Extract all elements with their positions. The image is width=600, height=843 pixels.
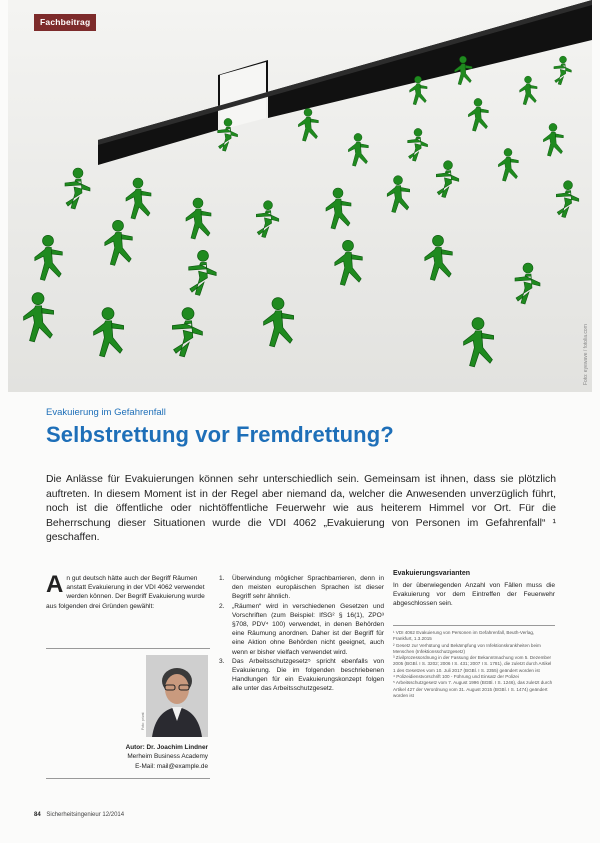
page-footer (34, 812, 124, 818)
hero-image (8, 0, 592, 392)
column-1-text: n gut deutsch hätte auch der Begriff Räumen anstatt Evakuierung in der VDI 4062 verwendet werden können. Der Begriff Evakuierung wurde aus folgenden drei Gründen gewählt: (46, 575, 205, 610)
author-email[interactable]: E-Mail: mail@example.de (135, 762, 208, 770)
evacuation-illustration (8, 0, 592, 392)
author-box (46, 743, 208, 771)
article-kicker: Evakuierung im Gefahrenfall (46, 407, 166, 418)
footnote: ⁴ Polizeidienstvorschrift 100 - Führung und Einsatz der Polizei (393, 674, 519, 680)
footnotes (393, 630, 555, 699)
column-1 (46, 571, 210, 611)
footnote: ⁵ Arbeitsschutzgesetz vom 7. August 1996 (BGBl. I S. 1246), das zuletzt durch Artikel 427 der Verordnung vom 31. August 2015 (BGBl. I S. 1474) geändert worden ist (393, 680, 553, 698)
author-org: Merheim Business Academy (127, 753, 208, 761)
author-box-top-rule (46, 648, 210, 649)
section-subhead: Evakuierungsvarianten (393, 570, 471, 577)
list-item: 2. „Räumen“ wird in verschiedenen Gesetzen und Vorschriften (zum Beispiel: IfSG² § 16(1), ZPO³ §708, PDV⁴ 100) verwendet, in denen Behörden eine Räumung anordnen. Daher ist der Begriff für eine Aktion ohne Behörden nicht geeignet, auch wenn er bisher vielfach verwendet wird. (219, 602, 384, 656)
page-number: 84 (34, 812, 41, 818)
section-tag: Fachbeitrag (34, 14, 96, 31)
column-3 (393, 570, 555, 609)
image-credit: Foto: eyewave / fotolia.com (583, 324, 589, 385)
article-lead (46, 473, 556, 546)
list-item: 1. Überwindung möglicher Sprachbarrieren, denn in den meisten europäischen Sprachen ist dieser Begriff sehr ähnlich. (219, 575, 384, 601)
publication-name: Sicherheitsingenieur 12/2014 (46, 812, 125, 818)
footnote-rule (393, 625, 555, 626)
footnote: ² Gesetz zur Verhütung und Bekämpfung von Infektionskrankheiten beim Menschen (Infektionsschutzgesetz) (393, 642, 541, 654)
column-3-text: In der überwiegenden Anzahl von Fällen muss die Evakuierung vor dem Eintreffen der Feuerwehr abgeschlossen sein. (393, 582, 555, 608)
footnote: ³ Zivilprozessordnung in der Fassung der Bekanntmachung vom 5. Dezember 2005 (BGBl. I S. 3202; 2006 I S. 431; 2007 I S. 1781), die zuletzt durch Artikel 1 des Gesetzes vom 10. Juli 2017 (BGBl. I S. 2355) geändert worden ist (393, 655, 552, 673)
author-photo (146, 655, 208, 737)
reasons-list (219, 574, 384, 694)
article-headline: Selbstrettung vor Fremdrettung? (46, 422, 394, 447)
lead-paragraph: Die Anlässe für Evakuierungen können sehr unterschiedlich sein. Gemeinsam ist ihnen, dass sie plötzlich auftreten. In diesem Moment ist in der Regel aber niemand da, welcher die Anwesenden unverzüglich führt, noch ist die öffentliche oder nichtöffentliche Feuerwehr wie aus heiterem Himmel vor Ort. Für die Beherrschung dieser Situationen wurde die VDI 4062 „Evakuierung von Personen im Gefahrenfall“ ¹ geschaffen. (46, 474, 556, 544)
drop-cap: A (46, 571, 64, 598)
author-box-bottom-rule (46, 778, 210, 779)
footnote: ¹ VDI 4062 Evakuierung von Personen im Gefahrenfall, Beuth-Verlag, Frankfurt, 1.3.2015 (393, 630, 535, 642)
column-2 (219, 574, 384, 694)
author-name: Autor: Dr. Joachim Lindner (125, 744, 208, 751)
photo-credit: Foto: privat (141, 712, 145, 730)
list-item: 3. Das Arbeitsschutzgesetz⁵ spricht ebenfalls von Evakuierung. Die im folgenden beschriebenen Handlungen für ein Evakuierungskonzept folgen alle unter das Arbeitsschutzgesetz. (219, 657, 384, 693)
